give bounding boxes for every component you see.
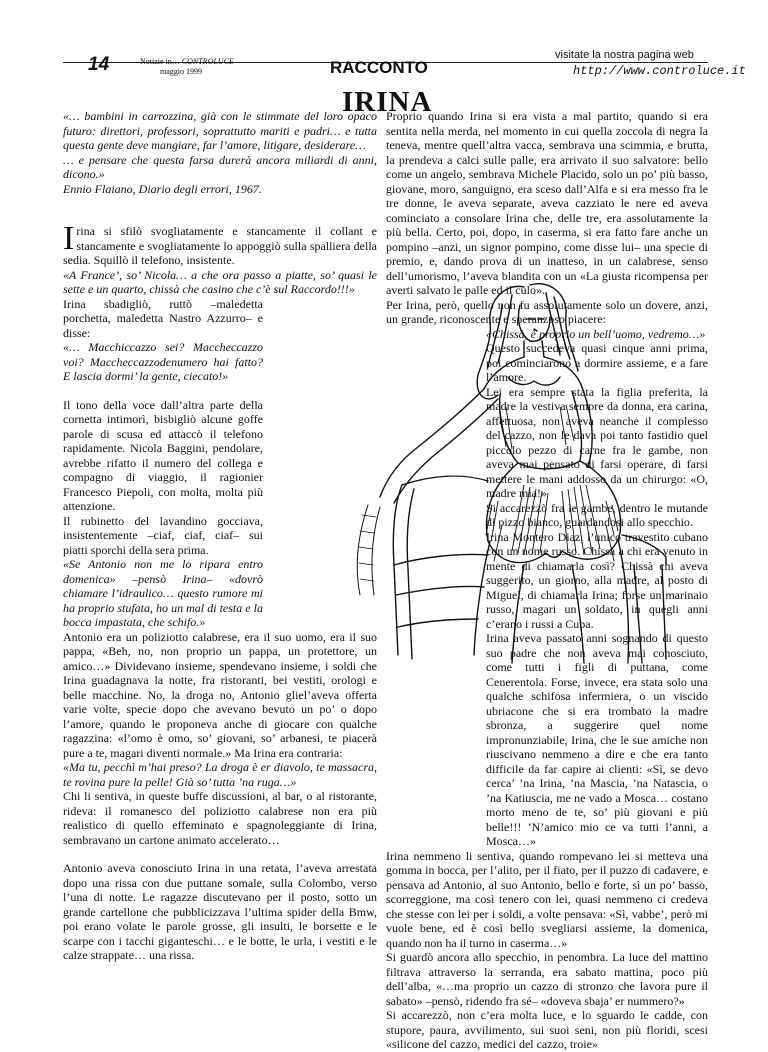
epigraph-source: Ennio Flaiano, Diario degli errori, 1967.	[63, 181, 262, 196]
article-title: IRINA	[342, 86, 433, 118]
article-paragraph: Si accarezzò, non c’era molta luce, e lo sguardo le cadde, con stupore, paura, avvilimento, sui suoi seni, non più floridi, scesi «silicone del cazzo, medici del cazzo, troie»	[386, 1008, 708, 1051]
article-paragraph: «Chissà, è proprio un bell’uomo, vedremo…»	[486, 326, 706, 341]
header-notizie: Notizie in…	[140, 57, 180, 66]
article-paragraph: Proprio quando Irina si era vista a mal partito, quando si era sentita nella merda, nel momento in cui quella zoccola di negra la teneva, mentre quell’altra vacca, sembrava una scimmia, e brutta, la prendeva a calci sulle palle, era arrivato il suo salvatore: bello come un angelo, sembrava Michele Placido, solo un po’ più basso, giovane, moro, sanguigno, era sceso dall’Alfa e si era messo fra le tre donne, le aveva separate, aveva cazziato le nere ed aveva cominciato a consolare Irina che, delle tre, era assolutamente la più bella. Certo, poi, dopo, in caserma, si era fatto fare anche un pompino –anzi, un signor pompino, come disse lui– una specie di premio, e, dando prova di un inatteso, in un calabrese, senso dell’umorismo, l’aveva blandita con un «La giusta ricompensa per averti salvato le palle ed il culo».	[386, 109, 708, 297]
article-paragraph: «… Macchiccazzo sei? Maccheccazzo voi? Maccheccazzodenumero hai fatto? E lascia dormi’ la gente, ciecato!»	[63, 340, 263, 383]
article-paragraph: «Se Antonio non me lo ripara entro domenica» –pensò Irina– «dovrò chiamare l’idraulico… questo rumore mi ha proprio stufata, ho un mal di testa e la bocca impastata, che schifo.»	[63, 557, 263, 629]
epigraph-line: … e pensare che questa farsa durerà ancora miliardi di anni, dicono.»	[63, 152, 377, 181]
epigraph	[63, 109, 377, 196]
article-paragraph: Per Irina, però, quello non fu assolutamente solo un dovere, anzi, un grande, riconoscente e speranzoso piacere:	[386, 297, 708, 326]
drop-cap: I	[63, 220, 75, 257]
article-paragraph: Questo succedeva quasi cinque anni prima, poi cominciarono a dormire assieme, e a fare l’amore.	[486, 341, 708, 384]
article-paragraph: Irina si sfilò svogliatamente e stancamente il collant e stancamente e svogliatamente lo appoggiò sulla spalliera della sedia. Squillò il telefono, insistente.	[63, 220, 377, 267]
article-paragraph: Lei era sempre stata la figlia preferita, la madre la vestiva sempre da donna, era carina, affettuosa, non aveva neanche il complesso del cazzo, non le dava poi tanto fastidio quel piccolo pezzo di carne fra le gambe, non aveva mai pensato di farsi operare, di farsi mettere le mani addosso da un chirurgo: «O, madre mia!»	[486, 384, 708, 500]
article-paragraph: Si guardò ancora allo specchio, in penombra. La luce del mattino filtrava attraverso la serranda, era sabato mattina, poco più dell’alba, «…ma proprio un cazzo di stronzo che lavora pure il sabato» –pensò, ridendo fra sé– «doveva sbaja’ er nummero?»	[386, 950, 708, 1008]
article-paragraph: Irina aveva passato anni sognando di questo suo padre che non aveva mai conosciuto, come tutti i figli di puttana, come Cenerentola. Forse, invece, era stata solo una qualche schifosa infermiera, o un viscido ubriacone che si era trombato la madre sbronza, a suggerire quel nome impronunziabile, Irina, che le sue amiche non riuscivano nemmeno a dire e che era tanto difficile da far capire ai clienti: «Sì, se devo cerca’ ’na Irina, ’na Mascia, ’na Natascia, o ’na Katiuscia, me ne vado a Mosca… costano morto meno de te, so’ più giovani e più belle!!! ’N’amico mio ce va tutti l’anni, a Mosca…»	[486, 631, 708, 848]
header-magazine: CONTROLUCE	[181, 57, 234, 66]
article-paragraph: Chi li sentiva, in queste buffe discussioni, al bar, o al ristorante, rideva: il romanesco del poliziotto calabrese non era più realistico di quello effeminato e spagnoleggiante di Irina, sembravano un cartone animato accelerato…	[63, 789, 377, 847]
section-title: RACCONTO	[330, 58, 428, 77]
epigraph-line: «… bambini in carrozzina, già con le stimmate del loro opaco futuro: direttori, professori, soprattutto mariti e padri… e tutta questa gente deve mangiare, far l’amore, litigare, desiderare…	[63, 109, 377, 152]
header-date: maggio 1999	[160, 67, 202, 76]
article-paragraph: Irina sbadigliò, ruttò –maledetta porchetta, maledetta Nastro Azzurro– e disse:	[63, 296, 263, 340]
article-paragraph: Il rubinetto del lavandino gocciava, insistentemente –ciaf, ciaf, ciaf– sui piatti sporchi della sera prima.	[63, 513, 263, 557]
article-paragraph: Il tono della voce dall’altra parte della cornetta intimorì, bisbigliò alcune goffe parole di scusa ed attaccò il telefono rapidamente. Nicola Baggini, pendolare, avrebbe rifatto il numero del collega e compagno di viaggio, il ragionier Francesco Piepoli, con molta, molta più attenzione.	[63, 397, 263, 513]
website-link[interactable]: http://www.controluce.it	[573, 64, 746, 78]
web-invite: visitate la nostra pagina web	[555, 49, 694, 61]
article-paragraph: «A France’, so’ Nicola… a che ora passo a piatte, so’ quasi le sette e un quarto, chissà che casino che c’è sul Raccordo!!!»	[63, 267, 377, 296]
header-issue	[140, 57, 234, 77]
article-paragraph: Si accarezzò fra le gambe, dentro le mutande di pizzo bianco, guardandosi allo specchio.	[486, 500, 708, 529]
left-column	[63, 109, 377, 963]
article-paragraph: Antonio aveva conosciuto Irina in una retata, l’aveva arrestata dopo una rissa con due puttane somale, sulla Colombo, verso l’una di notte. Le ragazze discutevano per il posto, sotto un grande cartellone che pubblicizzava l’ultima spider della Bmw, poi erano volate le parole grosse, gli insulti, le borsette e le scarpe con i tacchi giganteschi… e le botte, le urla, i vestiti e le calze strappate… una rissa.	[63, 861, 377, 962]
article-paragraph: Antonio era un poliziotto calabrese, era il suo uomo, era il suo pappa, «Beh, no, non proprio un pappa, un protettore, un amico…» Dividevano insieme, spendevano insieme, i soldi che Irina guadagnava la notte, fra ristoranti, bei vestiti, orologi e belle macchine. No, la droga no, Antonio gliel’aveva offerta varie volte, specie dopo che avevano bevuto un po’ o dopo l’amore, quando le proponeva anche di giocare con qualche ragazzina: «l’omo è omo, so’ giovani, so’ arbanesi, te piacerà pure a te, magari diventi normale.» Ma Irina era contraria:	[63, 629, 377, 760]
article-paragraph: «Ma tu, pecchì m’hai preso? La droga è er diavolo, te massacra, te rovina pure la pelle! Già so’ tutta ’na ruga…»	[63, 760, 377, 789]
page-number: 14	[88, 54, 110, 75]
article-paragraph: Irina nemmeno li sentiva, quando rompevano lei si metteva una gomma in bocca, per l’alito, per il fiato, per il puzzo di cadavere, e pensava ad Antonio, al suo Antonio, bello e forte, sì un po’ basso, scorreggione, ma così tenero con lei, quasi nemmeno ci credeva che stesse con lei per i soldi, a volte pensava: «Sì, vabbe’, però mi vuole bene, ed è così bello svegliarsi assieme, la domenica, quando non ha il turno in caserma…»	[386, 848, 708, 950]
article-paragraph: Irina Montero Diaz, l’unico travestito cubano con un nome russo. Chissà a chi era venuto in mente di chiamarla così? Chissà chi aveva suggerito, un giorno, alla madre, al posto di Miguel, di chiamarla Irina; forse un marinaio russo, magari un soldato, in quegli anni c’erano i russi a Cuba.	[486, 529, 708, 631]
right-column	[386, 109, 708, 1052]
